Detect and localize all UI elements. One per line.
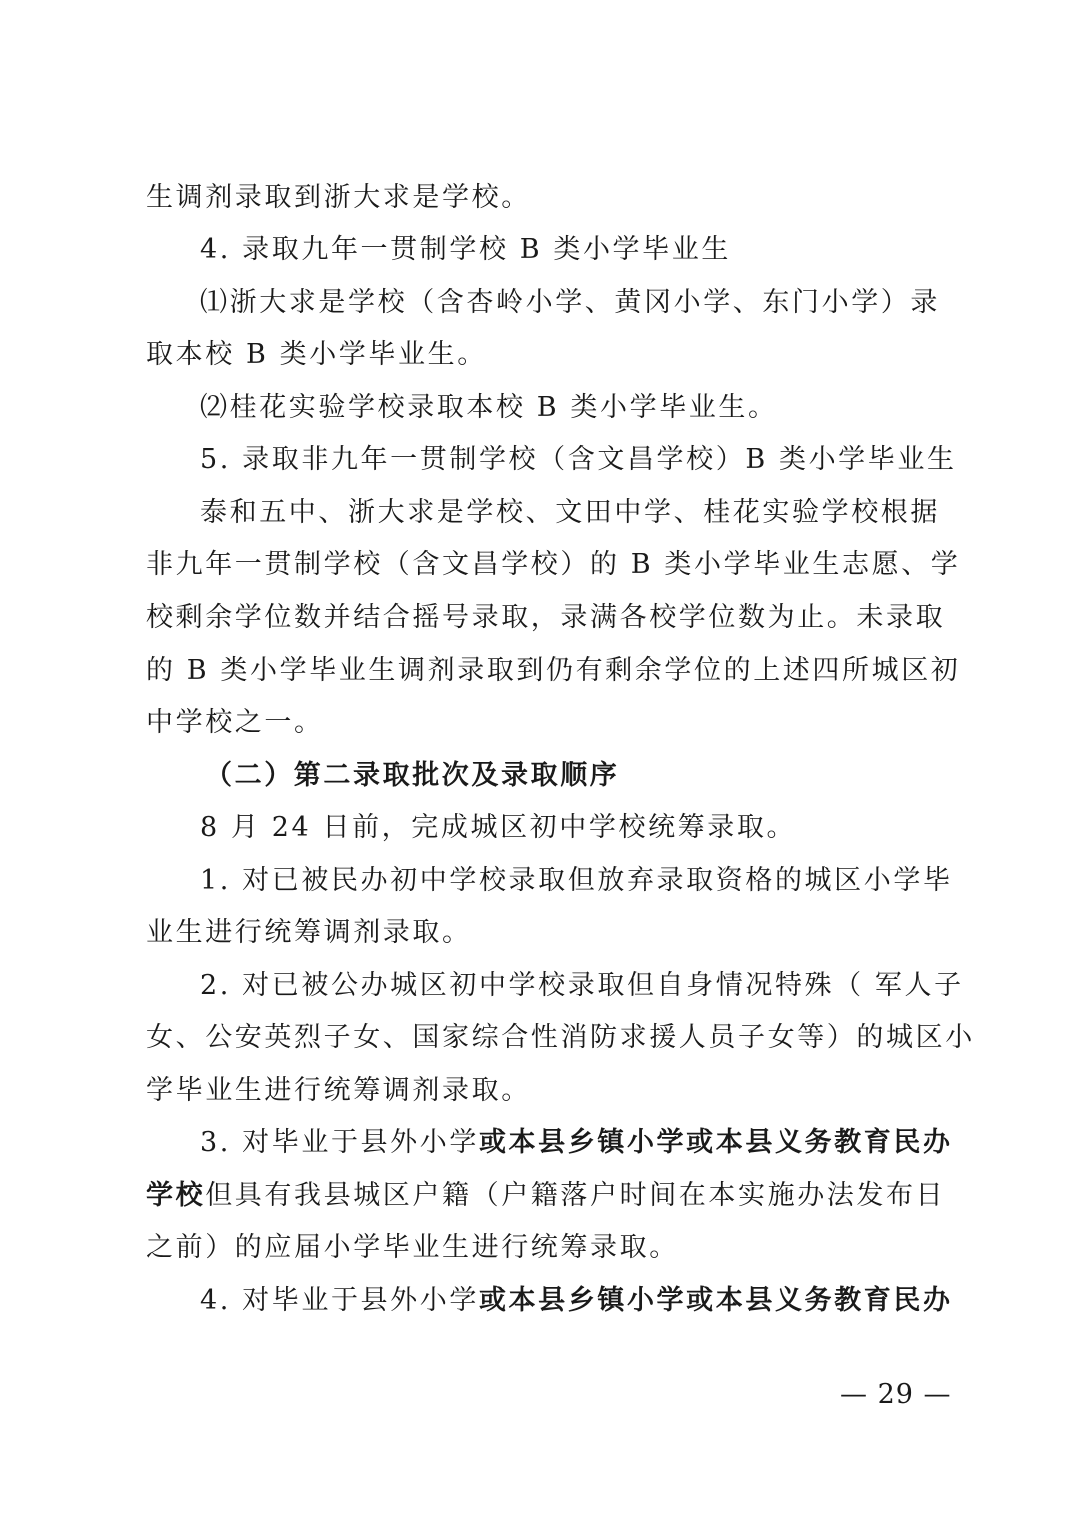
- text-line: 生调剂录取到浙大求是学校。: [146, 182, 531, 213]
- text-line: 女、公安英烈子女、国家综合性消防求援人员子女等）的城区小: [146, 1022, 975, 1053]
- text-line: 泰和五中、浙大求是学校、文田中学、桂花实验学校根据: [200, 497, 940, 528]
- bold-text: 学校: [146, 1180, 206, 1211]
- text-line: 非九年一贯制学校（含文昌学校）的 B 类小学毕业生志愿、学: [146, 549, 961, 580]
- section-item: 5. 录取非九年一贯制学校（含文昌学校）B 类小学毕业生: [200, 444, 957, 475]
- page-number: — 29 —: [840, 1379, 952, 1410]
- text-line: 校剩余学位数并结合摇号录取，录满各校学位数为止。未录取: [146, 602, 946, 633]
- bold-text: 或本县乡镇小学或本县义务教育民办: [478, 1127, 953, 1158]
- text-line: 8 月 24 日前，完成城区初中学校统筹录取。: [200, 812, 797, 843]
- text-line: 4. 对毕业于县外小学或本县乡镇小学或本县义务教育民办: [200, 1285, 953, 1316]
- text-line: 业生进行统筹调剂录取。: [146, 917, 472, 948]
- text-line: 2. 对已被公办城区初中学校录取但自身情况特殊（ 军人子: [200, 970, 964, 1001]
- text-line: 取本校 B 类小学毕业生。: [146, 339, 487, 370]
- bold-text: 或本县乡镇小学或本县义务教育民办: [478, 1285, 953, 1316]
- text-line: 中学校之一。: [146, 707, 324, 738]
- text-line: 之前）的应届小学毕业生进行统筹录取。: [146, 1232, 679, 1263]
- text-line: 学校但具有我县城区户籍（户籍落户时间在本实施办法发布日: [146, 1180, 946, 1211]
- text-line: 学毕业生进行统筹调剂录取。: [146, 1075, 531, 1106]
- text-line: 3. 对毕业于县外小学或本县乡镇小学或本县义务教育民办: [200, 1127, 953, 1158]
- text-line: ⑴浙大求是学校（含杏岭小学、黄冈小学、东门小学）录: [200, 287, 940, 318]
- text-line: 的 B 类小学毕业生调剂录取到仍有剩余学位的上述四所城区初: [146, 655, 961, 686]
- text-line: ⑵桂花实验学校录取本校 B 类小学毕业生。: [200, 392, 778, 423]
- text-line: 1. 对已被民办初中学校录取但放弃录取资格的城区小学毕: [200, 865, 953, 896]
- text-line: 4. 录取九年一贯制学校 B 类小学毕业生: [200, 234, 731, 265]
- section-heading: （二）第二录取批次及录取顺序: [205, 760, 620, 791]
